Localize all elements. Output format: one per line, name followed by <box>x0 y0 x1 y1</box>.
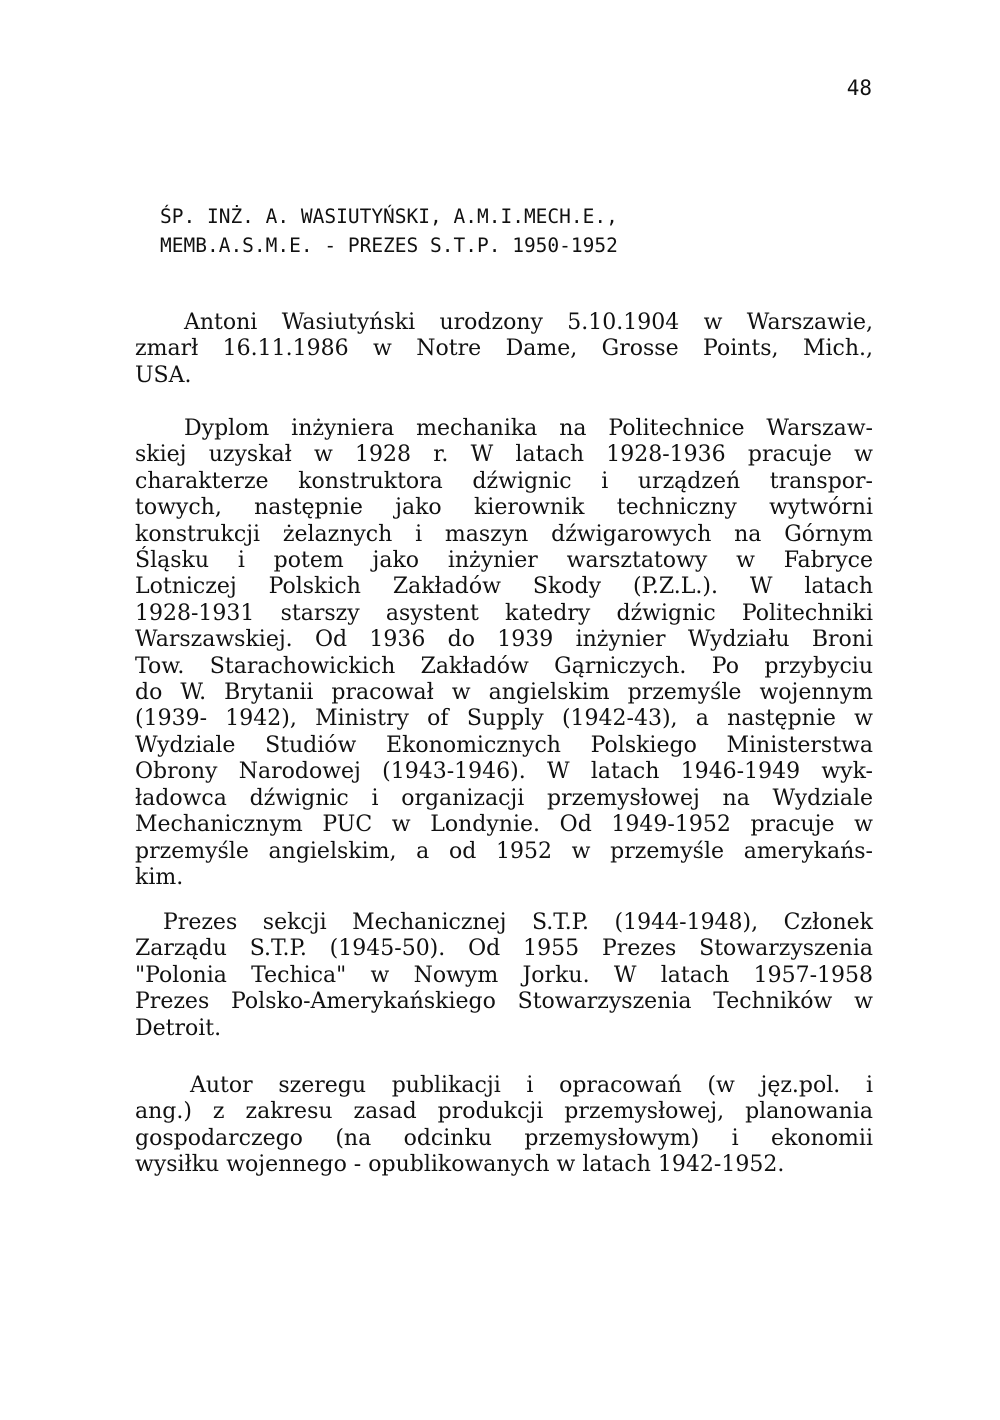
text-line: Dyplom inżyniera mechanika na Politechnice Warszaw- <box>184 416 873 441</box>
text-line: Prezes sekcji Mechanicznej S.T.P. (1944-1948), Członek <box>163 910 873 935</box>
text-line: kim. <box>135 864 184 890</box>
text-line: USA. <box>135 362 192 388</box>
title-line: MEMB.A.S.M.E. - PREZES S.T.P. 1950-1952 <box>160 234 618 257</box>
text-line: do W. Brytanii pracował w angielskim przemyśle wojennym <box>135 680 873 706</box>
text-line: gospodarczego (na odcinku przemysłowym) i ekonomii <box>135 1125 873 1151</box>
text-line: Warszawskiej. Od 1936 do 1939 inżynier Wydziału Broni <box>135 627 873 653</box>
text-line: Antoni Wasiutyński urodzony 5.10.1904 w Warszawie, <box>184 310 873 335</box>
text-line: zmarł 16.11.1986 w Notre Dame, Grosse Points, Mich., <box>135 336 873 362</box>
title-line: ŚP. INŻ. A. WASIUTYŃSKI, A.M.I.MECH.E., <box>160 205 618 228</box>
text-line: Zarządu S.T.P. (1945-50). Od 1955 Prezes Stowarzyszenia <box>135 936 873 962</box>
text-line: Wydziale Studiów Ekonomicznych Polskiego Ministerstwa <box>135 732 873 758</box>
text-line: Tow. Starachowickich Zakładów Gąrniczych. Po przybyciu <box>135 653 873 679</box>
text-line: Obrony Narodowej (1943-1946). W latach 1946-1949 wyk- <box>135 759 873 785</box>
page-title <box>160 202 618 260</box>
text-line: ładowca dźwignic i organizacji przemysłowej na Wydziale <box>135 785 873 811</box>
text-line: Śląsku i potem jako inżynier warsztatowy w Fabryce <box>135 548 873 574</box>
text-line: skiej uzyskał w 1928 r. W latach 1928-1936 pracuje w <box>135 442 873 468</box>
paragraph-birth-death <box>135 310 873 389</box>
text-line: Lotniczej Polskich Zakładów Skody (P.Z.L.). W latach <box>135 574 873 600</box>
text-line: Autor szeregu publikacji i opracowań (w jęz.pol. i <box>190 1073 873 1098</box>
text-line: konstrukcji żelaznych i maszyn dźwigarowych na Górnym <box>135 521 873 547</box>
paragraph-publications <box>135 1073 873 1179</box>
text-line: ang.) z zakresu zasad produkcji przemysłowej, planowania <box>135 1099 873 1125</box>
page-number: 48 <box>846 76 872 100</box>
text-line: Mechanicznym PUC w Londynie. Od 1949-1952 pracuje w <box>135 812 873 838</box>
text-line: 1928-1931 starszy asystent katedry dźwignic Politechniki <box>135 600 873 626</box>
text-line: (1939- 1942), Ministry of Supply (1942-43), a następnie w <box>135 706 873 732</box>
text-line: przemyśle angielskim, a od 1952 w przemyśle amerykańs- <box>135 838 873 864</box>
paragraph-associations <box>135 910 873 1042</box>
paragraph-career <box>135 416 873 891</box>
text-line: towych, następnie jako kierownik techniczny wytwórni <box>135 495 873 521</box>
text-line: charakterze konstruktora dźwignic i urządzeń transpor- <box>135 468 873 494</box>
text-line: wysiłku wojennego - opublikowanych w latach 1942-1952. <box>135 1152 785 1178</box>
text-line: Prezes Polsko-Amerykańskiego Stowarzyszenia Techników w <box>135 989 873 1015</box>
text-line: Detroit. <box>135 1015 222 1041</box>
text-line: "Polonia Techica" w Nowym Jorku. W latach 1957-1958 <box>135 962 873 988</box>
